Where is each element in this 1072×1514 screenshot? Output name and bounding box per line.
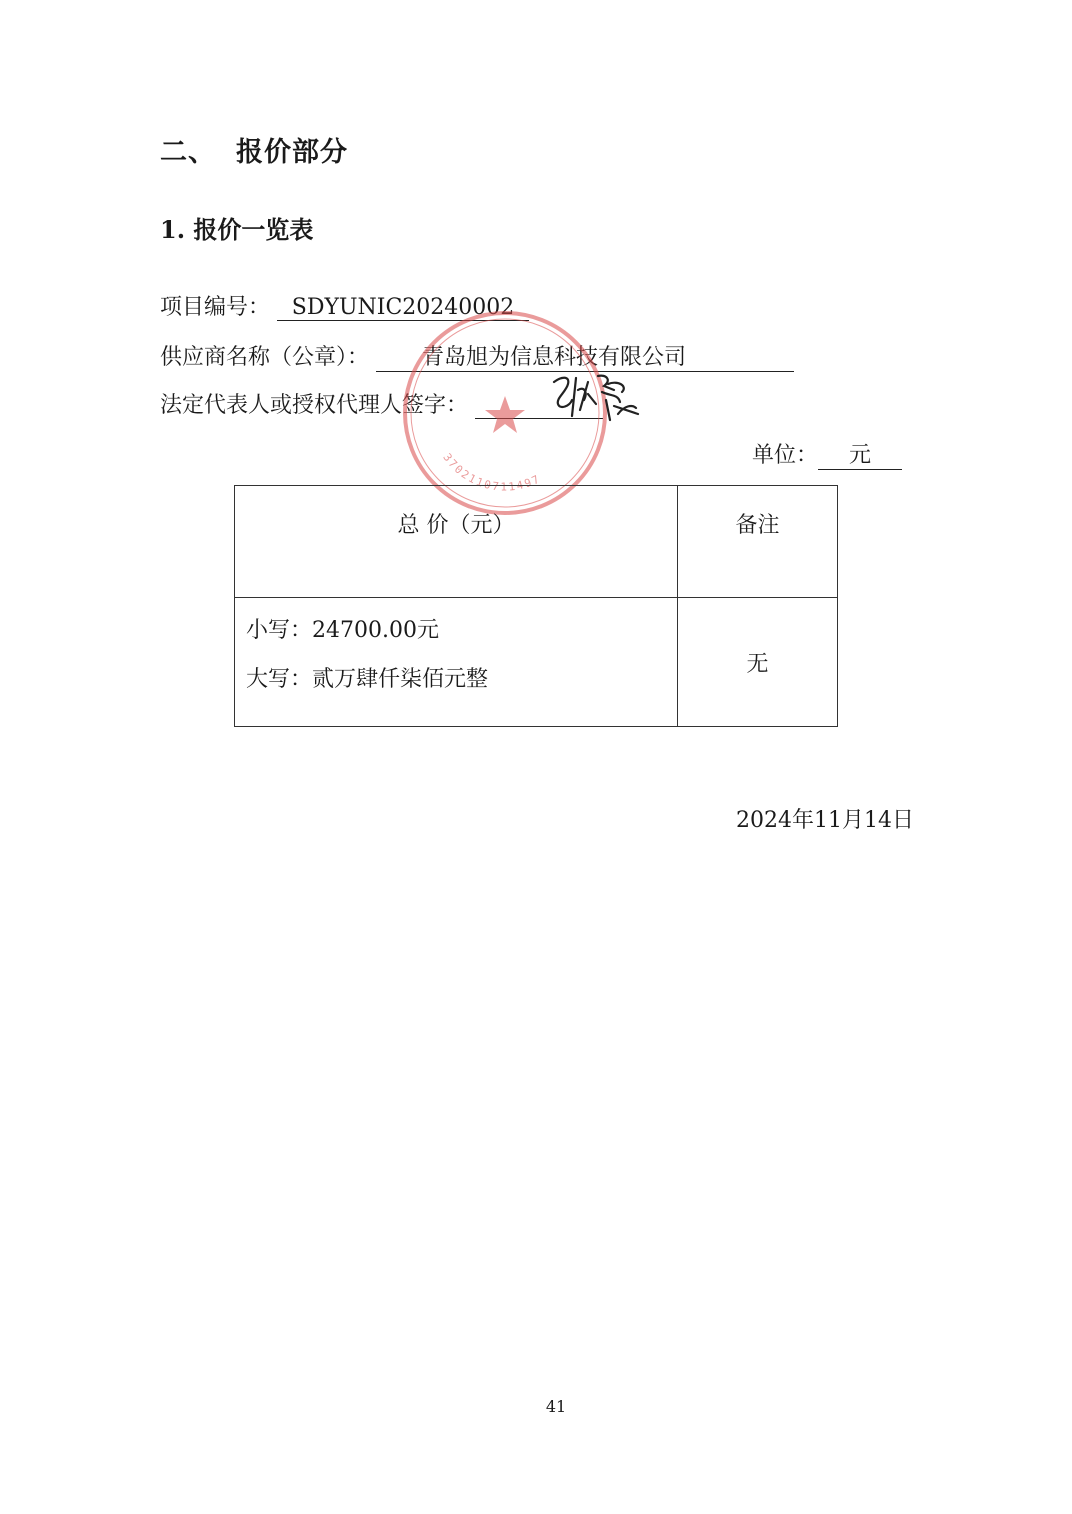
table-header-row xyxy=(235,486,838,598)
unit-label: 单位： xyxy=(752,443,819,468)
remark-value: 无 xyxy=(678,598,838,727)
amount-small: 小写：24700.00元 xyxy=(246,618,439,643)
header-remark: 备注 xyxy=(678,486,838,598)
section-number: 二、 xyxy=(160,137,216,168)
header-total-price: 总 价（元） xyxy=(235,486,678,598)
supplier-name: 青岛旭为信息科技有限公司 xyxy=(422,345,687,370)
document-date: 2024年11月14日 xyxy=(736,808,914,833)
subsection-title: 1. 报价一览表 xyxy=(160,215,314,244)
section-title: 报价部分 xyxy=(236,137,348,168)
seal-id-text: 3702110711497 xyxy=(440,450,544,494)
table-row xyxy=(235,598,838,727)
project-number-value: SDYUNIC20240002 xyxy=(277,295,529,321)
signatory-label: 法定代表人或授权代理人签字： xyxy=(160,393,469,418)
unit-row xyxy=(752,438,902,470)
amount-large: 大写：贰万肆仟柒佰元整 xyxy=(246,667,489,692)
quote-table xyxy=(234,485,838,727)
seal-star-icon xyxy=(485,396,525,433)
project-number-label: 项目编号： xyxy=(160,295,271,320)
unit-value: 元 xyxy=(818,438,902,470)
section-heading xyxy=(160,130,348,169)
handwritten-signature xyxy=(548,370,648,428)
supplier-label: 供应商名称（公章）： xyxy=(160,345,370,370)
amount-cell xyxy=(235,598,678,727)
page-number: 41 xyxy=(545,1397,567,1416)
